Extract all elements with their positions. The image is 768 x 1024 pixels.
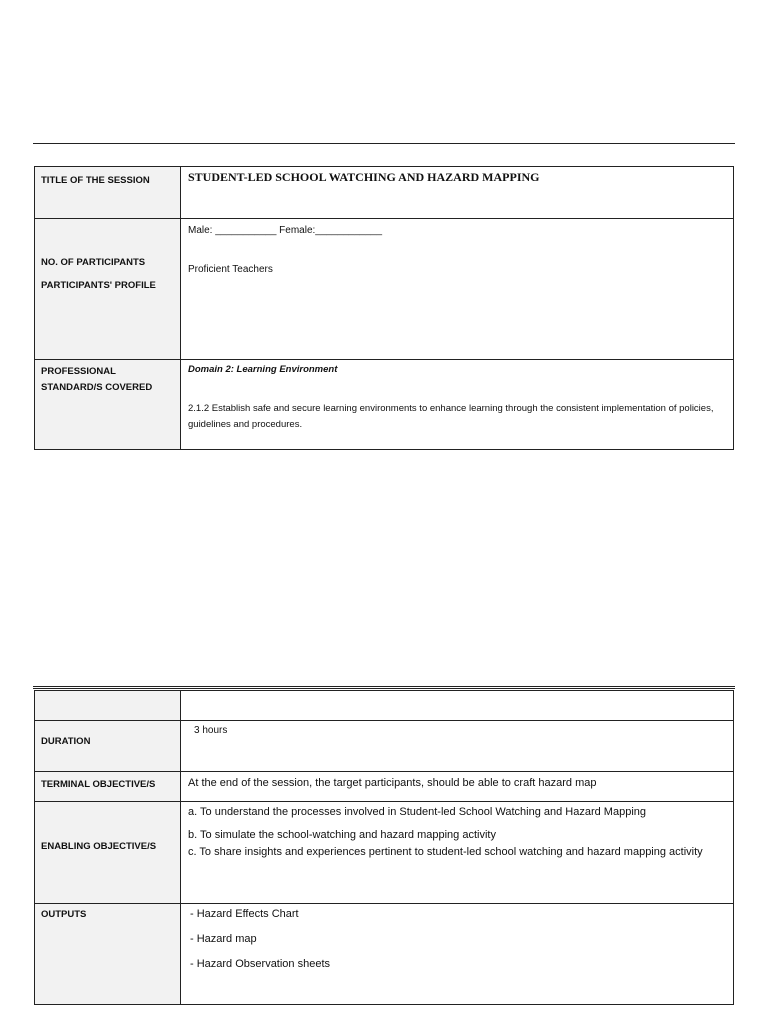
title-label-cell bbox=[35, 167, 181, 219]
enabling-item: c. To share insights and experiences pertinent to student-led school watching and hazard mapping activity bbox=[188, 846, 703, 858]
terminal-label-cell bbox=[35, 772, 181, 802]
table-row-participants bbox=[35, 219, 734, 360]
domain-heading: Domain 2: Learning Environment bbox=[188, 364, 338, 375]
male-female-line: Male: ___________ Female:____________ bbox=[188, 225, 383, 236]
enabling-value-cell bbox=[181, 802, 734, 904]
standards-label-cell bbox=[35, 360, 181, 450]
duration-value-cell bbox=[181, 721, 734, 772]
middle-divider-1 bbox=[33, 686, 735, 687]
profile-value: Proficient Teachers bbox=[188, 264, 273, 275]
table-row-duration bbox=[35, 721, 734, 772]
participants-label: NO. OF PARTICIPANTS bbox=[41, 257, 146, 268]
table-row-title bbox=[35, 167, 734, 219]
table-row-enabling bbox=[35, 802, 734, 904]
terminal-label: TERMINAL OBJECTIVE/S bbox=[41, 779, 156, 790]
session-info-table bbox=[34, 166, 734, 450]
blank-value-cell bbox=[181, 691, 734, 721]
table-row-outputs bbox=[35, 904, 734, 1005]
table-row-blank bbox=[35, 691, 734, 721]
output-item: - Hazard Effects Chart bbox=[190, 908, 299, 920]
outputs-value-cell bbox=[181, 904, 734, 1005]
standard-text: 2.1.2 Establish safe and secure learning environments to enhance learning through the consistent implementation of policies, guidelines and procedures. bbox=[188, 403, 714, 430]
blank-label-cell bbox=[35, 691, 181, 721]
table-row-terminal bbox=[35, 772, 734, 802]
middle-divider-2 bbox=[33, 688, 735, 689]
table-row-standards bbox=[35, 360, 734, 450]
terminal-value-cell bbox=[181, 772, 734, 802]
terminal-value: At the end of the session, the target participants, should be able to craft hazard map bbox=[188, 777, 597, 789]
output-item: - Hazard Observation sheets bbox=[190, 958, 331, 970]
title-label: TITLE OF THE SESSION bbox=[41, 175, 150, 186]
enabling-label: ENABLING OBJECTIVE/S bbox=[41, 841, 157, 852]
duration-label: DURATION bbox=[41, 736, 91, 747]
participants-label-cell bbox=[35, 219, 181, 360]
title-value-cell bbox=[181, 167, 734, 219]
outputs-label-cell bbox=[35, 904, 181, 1005]
duration-label-cell bbox=[35, 721, 181, 772]
outputs-label: OUTPUTS bbox=[41, 909, 87, 920]
standards-value-cell bbox=[181, 360, 734, 450]
participants-value-cell bbox=[181, 219, 734, 360]
session-details-table bbox=[34, 690, 734, 1005]
session-title: STUDENT-LED SCHOOL WATCHING AND HAZARD MAPPING bbox=[188, 170, 540, 184]
standards-label: PROFESSIONAL STANDARD/S COVERED bbox=[41, 366, 153, 393]
duration-value: 3 hours bbox=[194, 725, 228, 736]
enabling-item: b. To simulate the school-watching and hazard mapping activity bbox=[188, 829, 496, 841]
top-divider bbox=[33, 143, 735, 144]
profile-label: PARTICIPANTS' PROFILE bbox=[41, 280, 156, 291]
enabling-label-cell bbox=[35, 802, 181, 904]
output-item: - Hazard map bbox=[190, 933, 257, 945]
enabling-item: a. To understand the processes involved in Student-led School Watching and Hazard Mapping bbox=[188, 806, 647, 818]
